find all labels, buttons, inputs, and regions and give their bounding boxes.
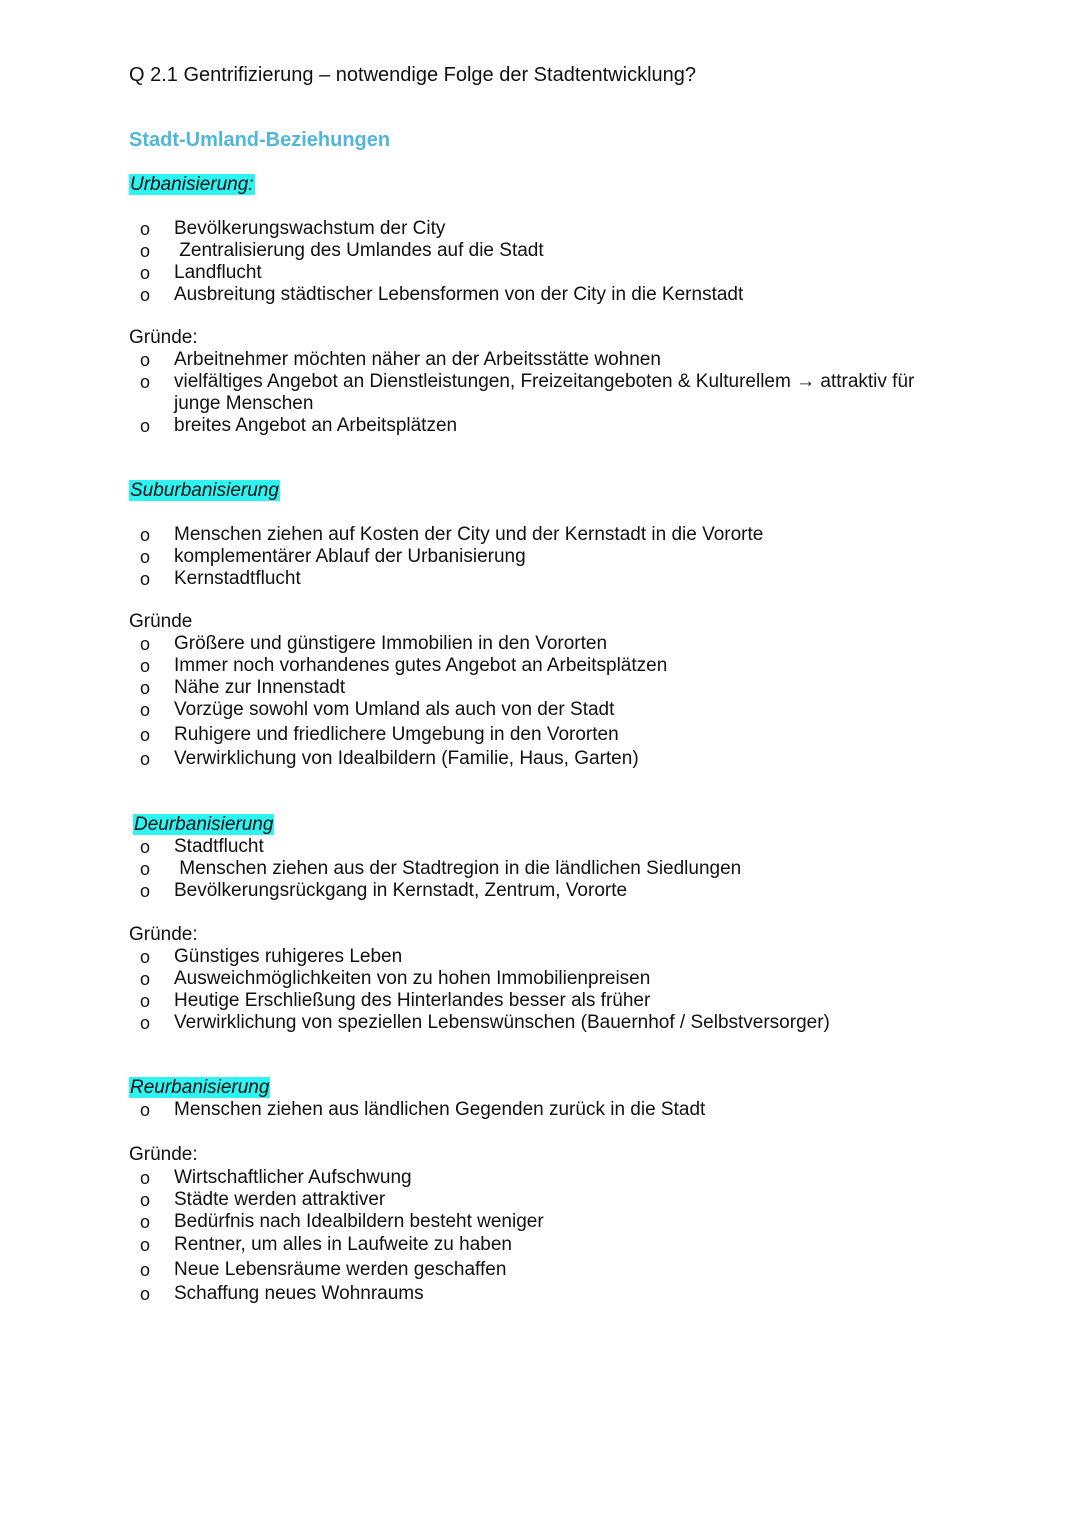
bullet-icon: o	[140, 881, 151, 901]
list-item: o Rentner, um alles in Laufweite zu haben	[140, 1234, 512, 1255]
highlighted-term: Deurbanisierung	[134, 814, 274, 835]
reasons-suburbanisierung	[129, 633, 667, 770]
highlighted-term: Suburbanisierung	[130, 480, 279, 501]
bullet-icon: o	[140, 372, 151, 392]
list-item: o Schaffung neues Wohnraums	[140, 1283, 424, 1304]
bullet-icon: o	[140, 1235, 151, 1255]
list-item: o Landflucht	[140, 262, 262, 283]
list-item: o Bevölkerungsrückgang in Kernstadt, Zentrum, Vororte	[140, 880, 628, 901]
bullet-icon: o	[140, 1260, 151, 1280]
list-item: o Zentralisierung des Umlandes auf die Stadt	[140, 240, 544, 261]
list-item: o Arbeitnehmer möchten näher an der Arbeitsstätte wohnen	[140, 349, 661, 370]
bullet-icon: o	[140, 547, 151, 567]
reasons-urbanisierung	[129, 349, 964, 437]
reasons-reurbanisierung	[129, 1167, 544, 1305]
reasons-deurbanisierung	[129, 946, 830, 1034]
list-item: o Ausbreitung städtischer Lebensformen von der City in die Kernstadt	[140, 284, 744, 305]
reasons-label: Gründe:	[129, 924, 198, 945]
bullet-icon: o	[140, 525, 151, 545]
bullet-icon: o	[140, 350, 151, 370]
bullet-icon: o	[140, 656, 151, 676]
list-item: o komplementärer Ablauf der Urbanisierung	[140, 546, 526, 567]
list-suburbanisierung	[129, 524, 763, 590]
list-item: o Heutige Erschließung des Hinterlandes besser als früher	[140, 990, 651, 1011]
list-urbanisierung	[129, 218, 743, 306]
list-item: o Immer noch vorhandenes gutes Angebot an Arbeitsplätzen	[140, 655, 668, 676]
reasons-label: Gründe:	[129, 1144, 198, 1165]
list-item: o Günstiges ruhigeres Leben	[140, 946, 403, 967]
heading-urbanisierung	[129, 174, 255, 196]
bullet-icon: o	[140, 1284, 151, 1304]
page-title: Q 2.1 Gentrifizierung – notwendige Folge der Stadtentwicklung?	[129, 64, 697, 86]
list-item: o Wirtschaftlicher Aufschwung	[140, 1167, 412, 1188]
list-item: o Verwirklichung von speziellen Lebenswünschen (Bauernhof / Selbstversorger)	[140, 1012, 830, 1033]
list-item: o Vorzüge sowohl vom Umland als auch von der Stadt	[140, 699, 615, 720]
list-item: o Bedürfnis nach Idealbildern besteht weniger	[140, 1211, 544, 1232]
list-item: o Menschen ziehen aus der Stadtregion in die ländlichen Siedlungen	[140, 858, 742, 879]
list-item: o Städte werden attraktiver	[140, 1189, 386, 1210]
bullet-icon: o	[140, 991, 151, 1011]
bullet-icon: o	[140, 859, 151, 879]
bullet-icon: o	[140, 1168, 151, 1188]
bullet-icon: o	[140, 1100, 151, 1120]
list-item: o Bevölkerungswachstum der City	[140, 218, 446, 239]
list-item: o Verwirklichung von Idealbildern (Familie, Haus, Garten)	[140, 748, 639, 769]
list-item: o Neue Lebensräume werden geschaffen	[140, 1259, 507, 1280]
bullet-icon: o	[140, 947, 151, 967]
list-deurbanisierung	[129, 836, 741, 902]
bullet-icon: o	[140, 1013, 151, 1033]
list-item: o Ausweichmöglichkeiten von zu hohen Immobilienpreisen	[140, 968, 651, 989]
bullet-icon: o	[140, 837, 151, 857]
highlighted-term: Urbanisierung:	[130, 174, 254, 195]
bullet-icon: o	[140, 725, 151, 745]
list-reurbanisierung	[129, 1099, 705, 1121]
reasons-label: Gründe:	[129, 327, 198, 348]
bullet-icon: o	[140, 749, 151, 769]
bullet-icon: o	[140, 700, 151, 720]
bullet-icon: o	[140, 1190, 151, 1210]
bullet-icon: o	[140, 678, 151, 698]
list-item: o Größere und günstigere Immobilien in den Vororten	[140, 633, 608, 654]
list-item: o breites Angebot an Arbeitsplätzen	[140, 415, 458, 436]
list-item: o Nähe zur Innenstadt	[140, 677, 346, 698]
bullet-icon: o	[140, 285, 151, 305]
heading-suburbanisierung	[129, 480, 280, 502]
bullet-icon: o	[140, 263, 151, 283]
reasons-label: Gründe	[129, 611, 193, 632]
bullet-icon: o	[140, 416, 151, 436]
bullet-icon: o	[140, 241, 151, 261]
list-item: o Stadtflucht	[140, 836, 264, 857]
list-item: o Menschen ziehen auf Kosten der City und der Kernstadt in die Vororte	[140, 524, 764, 545]
list-item: o Kernstadtflucht	[140, 568, 301, 589]
heading-deurbanisierung	[133, 814, 274, 836]
section-title: Stadt-Umland-Beziehungen	[129, 129, 391, 151]
bullet-icon: o	[140, 969, 151, 989]
bullet-icon: o	[140, 634, 151, 654]
bullet-icon: o	[140, 1212, 151, 1232]
highlighted-term: Reurbanisierung	[130, 1077, 270, 1098]
heading-reurbanisierung	[129, 1077, 270, 1099]
bullet-icon: o	[140, 569, 151, 589]
list-item: o vielfältiges Angebot an Dienstleistungen, Freizeitangeboten & Kulturellem → attraktiv für junge Menschen	[140, 371, 915, 414]
bullet-icon: o	[140, 219, 151, 239]
list-item: o Ruhigere und friedlichere Umgebung in den Vororten	[140, 724, 619, 745]
list-item: o Menschen ziehen aus ländlichen Gegenden zurück in die Stadt	[140, 1099, 706, 1120]
